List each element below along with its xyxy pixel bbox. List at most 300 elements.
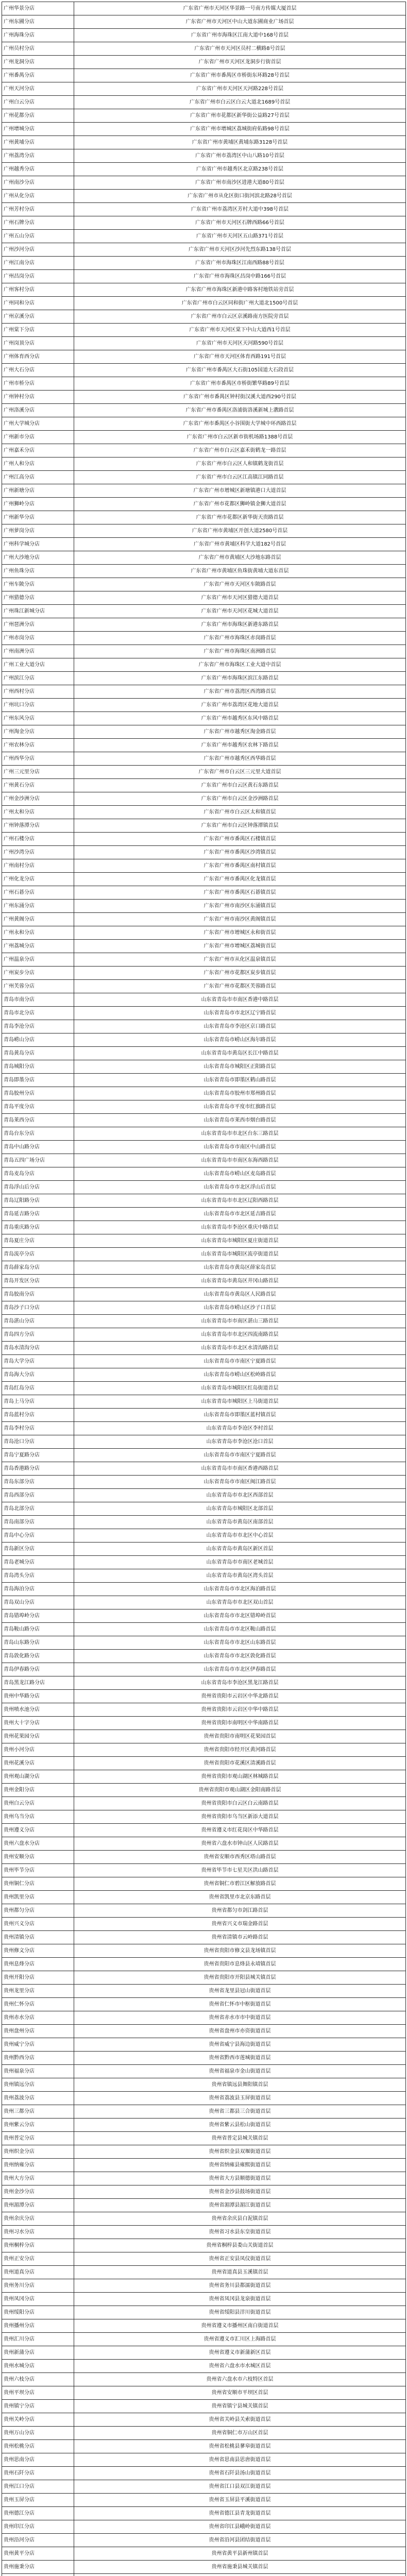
store-name: 青岛南部分店 [2,1516,74,1529]
store-name: 贵州六盘水分店 [2,1837,74,1851]
store-name: 广州狮岭分店 [2,498,74,511]
store-address: 广东省广州市南沙区东涌镇首层 [74,900,406,913]
store-address: 广东省广州市番禺区化龙镇首层 [74,873,406,886]
store-address: 贵州省兴义市瑞金路首层 [74,1918,406,1931]
store-name: 贵州湄潭分店 [2,2199,74,2212]
store-address: 广东省广州市天河区花城大道首层 [74,605,406,618]
store-name: 广州体育西分店 [2,350,74,364]
store-name: 贵州汇川分店 [2,2333,74,2346]
store-name: 广州钟落潭分店 [2,819,74,833]
store-address: 贵州省贵阳市息烽县永靖镇首层 [74,1958,406,1971]
store-address: 贵州省湄潭县湄江街道首层 [74,2199,406,2212]
store-address: 贵州省正安县凤仪街道首层 [74,2252,406,2266]
store-address: 贵州省仁怀市中枢街道首层 [74,1998,406,2011]
table-row [2,1047,406,1060]
store-name: 青岛市北分店 [2,1007,74,1020]
store-name: 广州荔湾分店 [2,149,74,163]
store-address [74,2574,406,2576]
store-address: 山东省青岛市崂山区海尔路首层 [74,1033,406,1047]
store-address: 广东省广州市荔湾区中山八路10号首层 [74,149,406,163]
store-name: 广州东涌分店 [2,900,74,913]
store-name: 青岛沙子口分店 [2,1301,74,1315]
table-row [2,1315,406,1328]
store-name: 广州黄阁分店 [2,913,74,926]
store-name: 青岛胶州分店 [2,1087,74,1100]
store-address: 贵州省遵义市播州区南白街道首层 [74,2319,406,2333]
store-name: 贵州松桃分店 [2,2440,74,2453]
store-address: 山东省青岛市市北区辽宁路首层 [74,1007,406,1020]
store-name: 贵州正安分店 [2,2252,74,2266]
store-name: 贵州花溪分店 [2,1757,74,1770]
table-row [2,1087,406,1100]
table-row [2,2507,406,2520]
store-address: 贵州省赤水市市中街道首层 [74,2011,406,2025]
table-row [2,806,406,819]
table-row [2,2547,406,2561]
table-row [2,766,406,779]
store-name: 广州新塘分店 [2,484,74,498]
store-name: 广州客村分店 [2,283,74,297]
store-name: 广州金沙洲分店 [2,792,74,806]
store-name: 贵州铜仁分店 [2,1877,74,1891]
store-address: 贵州省三都县三合街道首层 [74,2105,406,2119]
store-name: 青岛湾头分店 [2,1569,74,1583]
store-name: 广州棠下分店 [2,324,74,337]
store-name: 贵州纳雍分店 [2,2159,74,2172]
store-name: 广州市桥分店 [2,377,74,391]
store-address: 山东省青岛市市北区伊春路首层 [74,1663,406,1676]
store-name: 广州淘金分店 [2,725,74,739]
store-name: 贵州盘州分店 [2,2025,74,2038]
store-name: 贵州紫云分店 [2,2119,74,2132]
store-address: 广东省广州市越秀区农林下路首层 [74,739,406,752]
store-name: 贵州桐梓分店 [2,2239,74,2252]
store-address: 贵州省贵阳市开阳县城关镇首层 [74,1971,406,1985]
store-name: 广州沙湾分店 [2,846,74,859]
store-name: 广州人和分店 [2,457,74,471]
table-row [2,15,406,29]
store-address: 山东省青岛市黄岛区新区首层 [74,1543,406,1556]
table-row [2,1985,406,1998]
store-name: 青岛崂山分店 [2,1033,74,1047]
store-address: 贵州省道真县玉溪镇首层 [74,2266,406,2279]
table-row [2,109,406,123]
table-row [2,163,406,176]
table-row [2,216,406,230]
store-name: 广州京溪分店 [2,310,74,324]
table-row [2,2561,406,2574]
table-row [2,2038,406,2052]
table-row [2,1609,406,1623]
store-name: 青岛沧口分店 [2,1435,74,1449]
store-name: 青岛李沧分店 [2,1020,74,1033]
store-address: 贵州省沿河县团结街道首层 [74,2534,406,2547]
table-row [2,431,406,444]
table-row [2,833,406,846]
table-row [2,685,406,699]
store-address: 广东省广州市番禺区小谷围街大学城中环西路首层 [74,417,406,431]
store-address: 贵州省威宁县海边街道首层 [74,2038,406,2052]
store-address: 贵州省松桃县蓼皋街道首层 [74,2440,406,2453]
table-row [2,1998,406,2011]
store-address-sheet [2,2,405,2576]
store-name: 广州南沙分店 [2,176,74,190]
table-row [2,1676,406,1690]
store-name: 青岛香港路分店 [2,1462,74,1476]
store-address: 贵州省遵义市红花岗区中华路首层 [74,1824,406,1837]
store-name: 青岛延吉路分店 [2,1208,74,1221]
store-address: 广东省广州市天河区猎德大道首层 [74,591,406,605]
table-row [2,1743,406,1757]
store-address: 广东省广州市增城区永和街首层 [74,926,406,940]
store-address: 广东省广州市黄埔区黄埔东路3128号首层 [74,136,406,149]
store-name: 青岛红岛分店 [2,1382,74,1395]
table-row [2,2427,406,2440]
store-name: 广州沙河分店 [2,243,74,257]
table-row [2,404,406,417]
store-name: 广州工业大道分店 [2,658,74,672]
table-row [2,2306,406,2319]
table-row [2,2413,406,2427]
store-name: 广州化龙分店 [2,873,74,886]
store-name: 青岛湛山分店 [2,1315,74,1328]
store-address: 贵州省镇远县舞阳镇首层 [74,2078,406,2092]
store-name: 广州石楼分店 [2,833,74,846]
store-name: 广州坑口分店 [2,699,74,712]
store-name: 青岛流亭分店 [2,1248,74,1261]
table-row [2,1234,406,1248]
table-row [2,1516,406,1529]
table-row [2,1449,406,1462]
store-name: 广州同和分店 [2,297,74,310]
store-address: 山东省青岛市市北区山东路首层 [74,1636,406,1650]
table-row [2,1435,406,1449]
store-name: 青岛上马分店 [2,1395,74,1409]
store-address: 广东省广州市花都区新华街天贵路首层 [74,511,406,524]
table-row [2,524,406,538]
table-row [2,1382,406,1395]
store-address: 贵州省务川县都濡街道首层 [74,2279,406,2293]
store-name: 贵州威宁分店 [2,2038,74,2052]
store-address: 贵州省铜仁市万山区首层 [74,2427,406,2440]
store-address: 山东省青岛市城阳区北部首层 [74,1502,406,1516]
store-address: 贵州省贵阳市南明区花果园首层 [74,1730,406,1743]
store-name: 贵州思南分店 [2,2453,74,2467]
table-row [2,471,406,484]
store-name: 贵州沿河分店 [2,2534,74,2547]
store-name: 贵州凯里分店 [2,1891,74,1904]
store-address: 广东省广州市白云区三元里大道首层 [74,766,406,779]
store-address: 广东省广州市天河区天河路228号首层 [74,82,406,96]
store-name: 广州花都分店 [2,109,74,123]
store-name: 广州嘉禾分店 [2,444,74,457]
table-row [2,2159,406,2172]
table-row [2,243,406,257]
table-row [2,283,406,297]
table-row [2,1529,406,1543]
table-row [2,900,406,913]
table-row [2,2346,406,2360]
store-address: 广东省广州市海珠区南洲路首层 [74,645,406,658]
table-row [2,2199,406,2212]
store-name: 贵州余庆分店 [2,2212,74,2226]
store-address: 广东省广州市番禺区南村镇首层 [74,859,406,873]
store-address: 山东省青岛市胶州市郑州路首层 [74,1087,406,1100]
table-row [2,2078,406,2092]
store-address: 广东省广州市天河区五山路371号首层 [74,230,406,243]
table-row [2,2025,406,2038]
store-name: 广州滨江分店 [2,672,74,685]
store-address: 贵州省江口县双江街道首层 [74,2480,406,2494]
table-row [2,1851,406,1864]
store-address: 山东省青岛市崂山区松岭路首层 [74,1368,406,1382]
table-row [2,1556,406,1569]
store-address: 山东省青岛市黄岛区南部首层 [74,1516,406,1529]
store-address: 贵州省金沙县鼓场街道首层 [74,2185,406,2199]
table-row [2,605,406,618]
store-address: 贵州省纳雍县雍熙街道首层 [74,2159,406,2172]
store-address: 贵州省德江县青龙街道首层 [74,2507,406,2520]
table-row [2,1864,406,1877]
table-row [2,498,406,511]
table-row [2,551,406,565]
store-name: 贵州大十字分店 [2,1717,74,1730]
store-name: 青岛错埠岭分店 [2,1609,74,1623]
store-address: 广东省广州市越秀区西华路首层 [74,752,406,766]
table-row [2,1422,406,1435]
store-address: 广东省广州市天河区华景路一号南方传媒大厦首层 [74,2,406,15]
store-address: 贵州省贵阳市观山湖区金阳南路首层 [74,1784,406,1797]
table-row [2,1248,406,1261]
store-name: 广州天河分店 [2,82,74,96]
store-address: 广东省广州市从化区温泉镇首层 [74,953,406,967]
table-row [2,538,406,551]
table-row [2,1918,406,1931]
store-table-body [2,2,406,2576]
store-address: 贵州省贵阳市南明区中华南路首层 [74,1717,406,1730]
table-row [2,69,406,82]
store-address: 贵州省凤冈县龙泉街道首层 [74,2293,406,2306]
store-address: 山东省青岛市黄岛区人民路首层 [74,1288,406,1301]
store-name: 广州珠江新城分店 [2,605,74,618]
store-name: 青岛水清沟分店 [2,1342,74,1355]
store-name: 贵州德江分店 [2,2507,74,2520]
table-row [2,364,406,377]
store-name: 贵州江口分店 [2,2480,74,2494]
store-name: 贵州三都分店 [2,2105,74,2119]
table-row [2,1770,406,1784]
store-address: 山东省青岛市市北区错埠岭首层 [74,1609,406,1623]
store-address: 贵州省福泉市金山街道首层 [74,2065,406,2078]
store-address: 广东省广州市海珠区工业大道中首层 [74,658,406,672]
store-name: 广州华景分店 [2,2,74,15]
store-address: 广东省广州市白云区金沙洲路首层 [74,792,406,806]
store-address: 广东省广州市番禺区市桥街繁华路89号首层 [74,377,406,391]
table-row [2,2105,406,2119]
store-name: 贵州习水分店 [2,2226,74,2239]
store-address: 广东省广州市白云区同和街广州大道北1500号首层 [74,297,406,310]
table-row [2,699,406,712]
store-name: 广州赤岗分店 [2,632,74,645]
store-name: 贵州施秉分店 [2,2561,74,2574]
table-row [2,1824,406,1837]
store-address: 广东省广州市海珠区新港中路客村地铁站旁首层 [74,283,406,297]
table-row [2,846,406,859]
store-name: 贵州赤水分店 [2,2011,74,2025]
store-name: 贵州小河分店 [2,1743,74,1757]
table-row [2,2386,406,2400]
store-address: 贵州省玉屏县平溪街道首层 [74,2494,406,2507]
store-address: 贵州省绥阳县洋川街道首层 [74,2306,406,2319]
store-name: 贵州息烽分店 [2,1958,74,1971]
store-address: 贵州省贵阳市修文县龙场镇首层 [74,1944,406,1958]
table-row [2,457,406,471]
table-row [2,1810,406,1824]
store-address: 山东省青岛市市北区辽阳西路首层 [74,1194,406,1208]
table-row [2,632,406,645]
store-name: 贵州白云分店 [2,1797,74,1810]
store-name: 广州石牌分店 [2,216,74,230]
store-address: 广东省广州市黄埔区大沙地东路首层 [74,551,406,565]
store-name: 青岛中山路分店 [2,1141,74,1154]
store-address: 贵州省黄平县新州镇首层 [74,2547,406,2561]
store-name: 贵州织金分店 [2,2145,74,2159]
store-address: 贵州省紫云县松山街道首层 [74,2119,406,2132]
table-row [2,873,406,886]
table-row [2,1328,406,1342]
store-name: 贵州清镇分店 [2,1931,74,1944]
store-name: 青岛四方分店 [2,1328,74,1342]
table-row [2,2333,406,2346]
table-row [2,1784,406,1797]
store-address: 山东省青岛市市南区湛山三路首层 [74,1315,406,1328]
store-address: 贵州省六盘水市钟山区人民路首层 [74,1837,406,1851]
store-name: 贵州镇宁分店 [2,2400,74,2413]
store-address: 广东省广州市南沙区进港大道80号首层 [74,176,406,190]
store-name: 青岛薛家岛分店 [2,1261,74,1275]
store-name: 贵州开阳分店 [2,1971,74,1985]
store-address: 广东省广州市番禺区洛浦街洛溪新城上漖路首层 [74,404,406,417]
store-address: 广东省广州市从化区街口街河滨北路28号首层 [74,190,406,203]
store-name: 贵州龙里分店 [2,1985,74,1998]
table-row [2,739,406,752]
table-row [2,2319,406,2333]
store-name: 贵州新蒲分店 [2,2346,74,2360]
store-address: 广东省广州市白云区新市街机场路1388号首层 [74,431,406,444]
store-name: 青岛老城分店 [2,1556,74,1569]
store-address: 贵州省凯里市北京东路首层 [74,1891,406,1904]
store-name: 广州芳村分店 [2,203,74,216]
store-address: 山东省青岛市市北区双山首层 [74,1596,406,1609]
table-row [2,1368,406,1382]
store-name: 贵州兴义分店 [2,1918,74,1931]
store-name: 广州东风分店 [2,712,74,725]
table-row [2,1636,406,1650]
table-row [2,1033,406,1047]
store-address: 广东省广州市白云区太和镇首层 [74,806,406,819]
store-name: 贵州印江分店 [2,2520,74,2534]
store-name: 广州猎德分店 [2,591,74,605]
store-address: 贵州省荔波县玉屏街道首层 [74,2092,406,2105]
table-row [2,1275,406,1288]
store-name: 广州科学城分店 [2,538,74,551]
table-row [2,712,406,725]
store-address: 贵州省贵阳市云岩区中华中路首层 [74,1703,406,1717]
table-row [2,578,406,591]
store-address: 贵州省贵阳市花溪区清溪路首层 [74,1757,406,1770]
store-name: 贵州花果园分店 [2,1730,74,1743]
store-address: 广东省广州市番禺区石碁镇首层 [74,886,406,900]
store-name: 广州永和分店 [2,926,74,940]
table-row [2,1904,406,1918]
store-name: 广州大沙地分店 [2,551,74,565]
store-address: 广东省广州市白云区人和镇鹤龙街首层 [74,457,406,471]
store-name: 青岛海泊分店 [2,1583,74,1596]
store-name: 贵州道真分店 [2,2266,74,2279]
store-table [2,2,406,2576]
store-address: 山东省青岛市市南区宁夏路首层 [74,1449,406,1462]
store-name: 青岛开发区分店 [2,1275,74,1288]
table-row [2,792,406,806]
store-address: 广东省广州市天河区天河路590号首层 [74,337,406,350]
store-name: 广州江高分店 [2,471,74,484]
store-address: 山东省青岛市莱西市烟台路首层 [74,1114,406,1127]
table-row [2,1797,406,1810]
table-row [2,391,406,404]
table-row [2,1342,406,1355]
store-address: 山东省青岛市市北区延吉路首层 [74,1208,406,1221]
store-name: 青岛即墨分店 [2,1074,74,1087]
store-name: 广州大石分店 [2,364,74,377]
store-name: 青岛中心分店 [2,1529,74,1543]
store-name: 广州南村分店 [2,859,74,873]
store-name: 广州三元里分店 [2,766,74,779]
store-name: 广州农林分店 [2,739,74,752]
table-row [2,1971,406,1985]
table-row [2,1167,406,1181]
store-address: 山东省青岛市市北区水清沟路首层 [74,1342,406,1355]
table-row [2,1208,406,1221]
table-row [2,190,406,203]
table-row [2,2574,406,2576]
store-name: 广州石碁分店 [2,886,74,900]
store-name: 贵州遵义分店 [2,1824,74,1837]
store-address: 山东省青岛市市北区海泊路首层 [74,1583,406,1596]
store-name: 广州新市分店 [2,431,74,444]
store-address: 山东省青岛市市北区浮山后首层 [74,1181,406,1194]
table-row [2,136,406,149]
store-address: 广东省广州市番禺区沙湾镇首层 [74,846,406,859]
table-row [2,2494,406,2507]
store-address: 广东省广州市白云区江高镇江同路首层 [74,471,406,484]
store-address: 山东省青岛市市北区敦化路首层 [74,1650,406,1663]
table-row [2,1127,406,1141]
store-address: 山东省青岛市市北区台东三路首层 [74,1127,406,1141]
store-name: 青岛台东分店 [2,1127,74,1141]
store-name: 青岛浮山后分店 [2,1181,74,1194]
store-name: 贵州都匀分店 [2,1904,74,1918]
store-address: 山东省青岛市市南区闽江路首层 [74,1476,406,1489]
table-row [2,1958,406,1971]
store-name: 贵州黄平分店 [2,2547,74,2561]
table-row [2,96,406,109]
table-row [2,29,406,42]
table-row [2,1690,406,1703]
store-address: 山东省青岛市市南区香港西路首层 [74,1462,406,1476]
table-row [2,2132,406,2145]
store-address: 贵州省六盘水市水城区首层 [74,2360,406,2373]
store-name: 广州西华分店 [2,752,74,766]
